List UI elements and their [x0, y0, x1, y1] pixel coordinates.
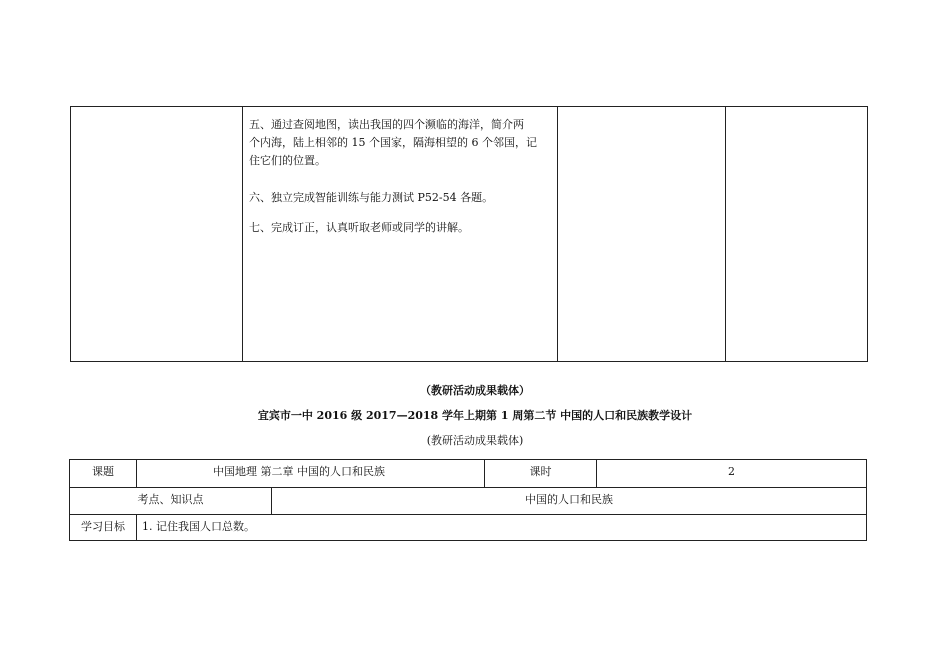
- upper-table-col-divider: [557, 106, 558, 362]
- carrier-heading-bold: （教研活动成果载体）: [420, 384, 530, 397]
- upper-table-left-border: [70, 106, 71, 362]
- topic-label: 课题: [92, 465, 114, 478]
- activity-step-5-line3: 住它们的位置。: [249, 154, 326, 167]
- learning-goal-label: 学习目标: [81, 520, 125, 533]
- upper-table-bottom-border: [70, 361, 868, 362]
- key-points-label: 考点、知识点: [137, 493, 204, 506]
- upper-table-col-divider: [242, 106, 243, 362]
- activity-step-5-line2: 个内海，陆上相邻的 15 个国家，隔海相望的 6 个邻国，记: [249, 136, 537, 149]
- table-col-divider: [136, 514, 137, 540]
- upper-table-right-border: [867, 106, 868, 362]
- class-hours-value: 2: [728, 465, 735, 478]
- key-points-value: 中国的人口和民族: [525, 493, 613, 506]
- carrier-heading: (教研活动成果载体): [426, 434, 524, 447]
- upper-table-top-border: [70, 106, 868, 107]
- learning-goal-value: 1. 记住我国人口总数。: [142, 520, 255, 533]
- table-col-divider: [136, 459, 137, 487]
- activity-step-5-line1: 五、通过查阅地图，读出我国的四个濒临的海洋，简介两: [249, 118, 524, 131]
- class-hours-label: 课时: [529, 465, 552, 478]
- table-row-divider: [69, 487, 866, 488]
- topic-value: 中国地理 第二章 中国的人口和民族: [213, 465, 385, 478]
- document-title: 宜宾市一中 2016 级 2017—2018 学年上期第 1 周第二节 中国的人口和民族教学设计: [257, 409, 693, 422]
- activity-step-6: 六、独立完成智能训练与能力测试 P52-54 各题。: [249, 191, 494, 204]
- table-border: [69, 459, 866, 460]
- table-row-divider: [69, 514, 866, 515]
- upper-table-col-divider: [725, 106, 726, 362]
- table-border: [69, 540, 866, 541]
- table-border: [866, 459, 867, 541]
- activity-step-7: 七、完成订正，认真听取老师或同学的讲解。: [249, 221, 469, 234]
